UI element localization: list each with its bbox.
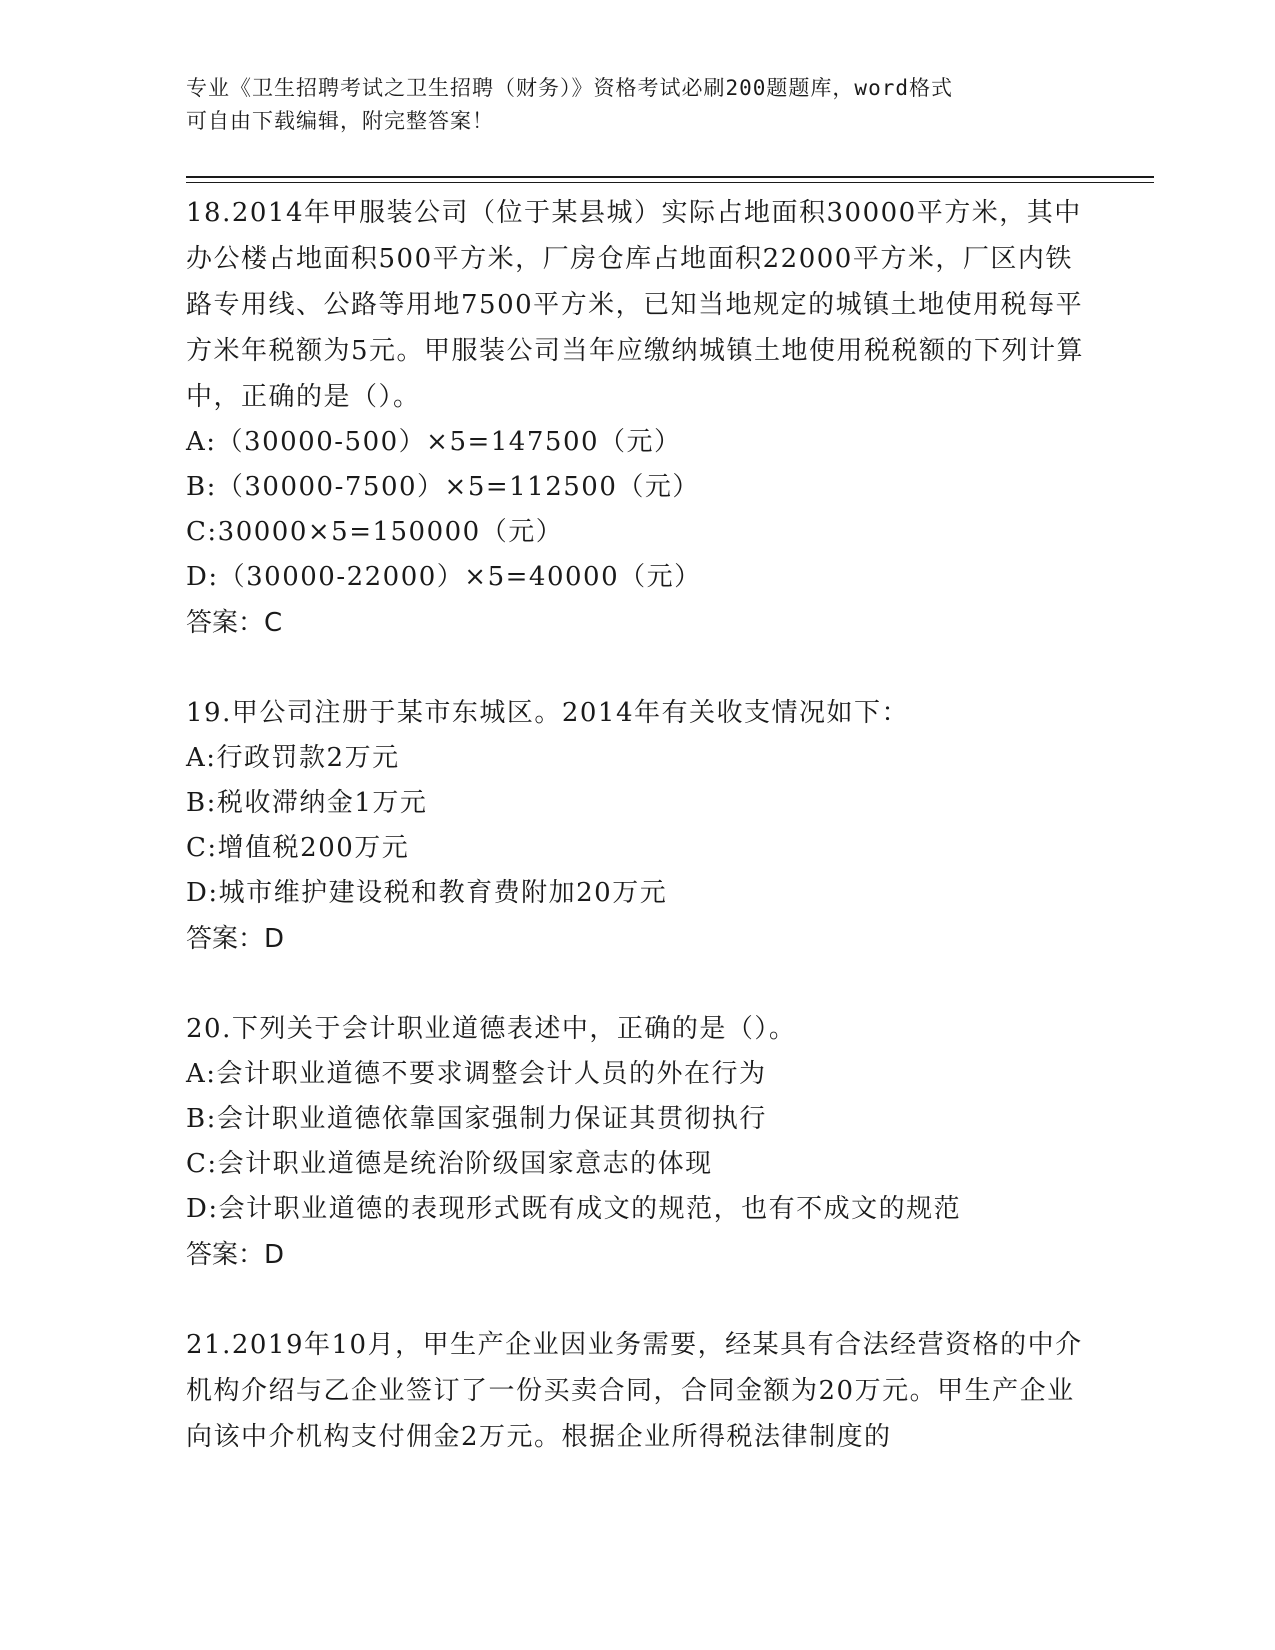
option-c: C:增值税200万元 <box>186 833 410 863</box>
question-18 <box>186 190 1086 646</box>
document-header <box>186 72 1086 138</box>
header-line-1: 专业《卫生招聘考试之卫生招聘（财务）》资格考试必刷200题题库，word格式 <box>186 76 953 100</box>
option-d: D:会计职业道德的表现形式既有成文的规范，也有不成文的规范 <box>186 1194 962 1224</box>
question-list <box>186 190 1086 1504</box>
option-b: B:（30000-7500）×5=112500（元） <box>186 472 700 502</box>
option-c: C:30000×5=150000（元） <box>186 517 564 547</box>
question-20 <box>186 1006 1086 1278</box>
header-line-2: 可自由下载编辑，附完整答案！ <box>186 109 494 133</box>
header-divider-thin <box>186 182 1154 183</box>
option-a: A:会计职业道德不要求调整会计人员的外在行为 <box>186 1059 767 1089</box>
option-a: A:行政罚款2万元 <box>186 743 400 773</box>
question-19 <box>186 690 1086 962</box>
answer: 答案：D <box>186 924 285 954</box>
question-stem: 18.2014年甲服装公司（位于某县城）实际占地面积30000平方米，其中办公楼占地面积500平方米，厂房仓库占地面积22000平方米，厂区内铁路专用线、公路等用地7500平方米，已知当地规定的城镇土地使用税每平方米年税额为5元。甲服装公司当年应缴纳城镇土地使用税税额的下列计算中，正确的是（）。 <box>186 198 1085 412</box>
option-b: B:税收滞纳金1万元 <box>186 788 428 818</box>
option-d: D:城市维护建设税和教育费附加20万元 <box>186 878 668 908</box>
question-stem: 21.2019年10月，甲生产企业因业务需要，经某具有合法经营资格的中介机构介绍与乙企业签订了一份买卖合同，合同金额为20万元。甲生产企业向该中介机构支付佣金2万元。根据企业所得税法律制度的 <box>186 1330 1083 1452</box>
question-stem: 19.甲公司注册于某市东城区。2014年有关收支情况如下： <box>186 698 910 728</box>
question-21 <box>186 1322 1086 1460</box>
option-a: A:（30000-500）×5=147500（元） <box>186 427 682 457</box>
option-d: D:（30000-22000）×5=40000（元） <box>186 562 702 592</box>
option-c: C:会计职业道德是统治阶级国家意志的体现 <box>186 1149 713 1179</box>
answer: 答案：C <box>186 608 283 638</box>
answer: 答案：D <box>186 1240 285 1270</box>
question-stem: 20.下列关于会计职业道德表述中，正确的是（）。 <box>186 1014 797 1044</box>
option-b: B:会计职业道德依靠国家强制力保证其贯彻执行 <box>186 1104 767 1134</box>
header-divider-thick <box>186 176 1154 178</box>
